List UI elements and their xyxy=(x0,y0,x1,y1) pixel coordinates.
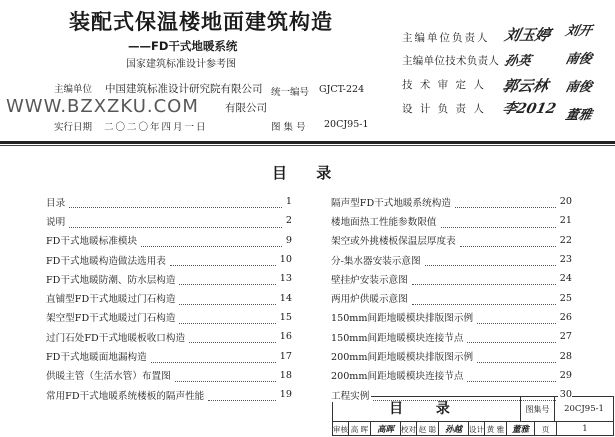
toc-entry[interactable]: 150mm间距地暖模块排版图示例 26 xyxy=(331,311,572,325)
signature: 董雅 xyxy=(563,108,594,123)
atlas-label: 图 集 号 xyxy=(271,122,306,133)
review-label: 审核 xyxy=(333,422,349,436)
toc-entry[interactable]: 200mm间距地暖模块连接节点 29 xyxy=(331,369,572,383)
subtitle-2: 国家建筑标准设计参考图 xyxy=(126,59,236,70)
signature: 南俊 xyxy=(563,52,594,67)
toc-entry[interactable]: 供暖主管（生活水管）布置图 18 xyxy=(46,369,292,383)
toc-entry[interactable]: 200mm间距地暖模块排版图示例 28 xyxy=(331,350,572,364)
signature: 郭云林 xyxy=(500,77,550,95)
title-block xyxy=(332,396,614,436)
resp-label-1: 主编单位负责人 xyxy=(402,32,490,44)
date-label: 实行日期 xyxy=(54,122,93,133)
toc-entry[interactable]: 直铺型FD干式地暖过门石构造 14 xyxy=(46,292,292,306)
designer-name: 黄 雅 xyxy=(485,422,507,436)
org-label: 主编单位 xyxy=(54,84,93,95)
header-divider xyxy=(0,141,615,144)
atlas-no-value: 20CJ95-1 xyxy=(555,397,613,422)
atlas-no-label: 图集号 xyxy=(521,397,555,422)
toc-entry[interactable]: 过门石处FD干式地暖板收口构造 16 xyxy=(46,331,292,344)
toc-entry[interactable]: FD干式地暖构造做法选用表 10 xyxy=(46,254,292,267)
page-label: 页 xyxy=(535,422,557,436)
atlas-number: 20CJ95-1 xyxy=(324,119,369,130)
signature: 孙英 xyxy=(502,54,533,69)
signature: 刘玉婷 xyxy=(502,26,552,44)
page-number: 1 xyxy=(582,424,588,434)
title-block-title: 目 录 xyxy=(333,397,521,422)
toc-entry[interactable]: 隔声型FD干式地暖系统构造 20 xyxy=(331,196,572,209)
header-divider-thin xyxy=(0,145,615,146)
reviewer-name: 高 晖 xyxy=(349,422,371,436)
effective-date: 二〇二〇年四月一日 xyxy=(104,122,208,133)
org-2: 有限公司 xyxy=(225,102,267,114)
resp-label-2: 主编单位技术负责人 xyxy=(402,55,500,67)
resp-label-4: 设 计 负 责 人 xyxy=(402,103,486,115)
toc-entry[interactable]: 两用炉供暖示意图 25 xyxy=(331,292,572,306)
signature: 董雅 xyxy=(507,422,535,436)
toc-left-column xyxy=(46,192,292,404)
resp-label-3: 技 术 审 定 人 xyxy=(402,79,486,91)
signature: 孙越 xyxy=(439,422,469,436)
toc-entry[interactable]: 壁挂炉安装示意图 24 xyxy=(331,273,572,286)
code-label: 统一编号 xyxy=(271,87,310,98)
toc-entry[interactable]: 150mm间距地暖模块连接节点 27 xyxy=(331,331,572,344)
signature: 南俊 xyxy=(563,80,594,95)
title-block-signoff xyxy=(333,422,613,436)
org-1: 中国建筑标准设计研究院有限公司 xyxy=(105,83,263,95)
signature: 高晖 xyxy=(371,422,401,436)
toc-entry[interactable]: FD干式地暖防潮、防水层构造 13 xyxy=(46,273,292,286)
signature: 李2012 xyxy=(501,101,558,117)
toc-entry[interactable]: 目录 1 xyxy=(46,196,292,209)
toc-entry[interactable]: 架空或外挑楼板保温层厚度表 22 xyxy=(331,234,572,248)
page-title: 装配式保温楼地面建筑构造 xyxy=(69,10,333,34)
toc-entry[interactable]: FD干式地暖面地漏构造 17 xyxy=(46,350,292,364)
toc-right-column xyxy=(331,192,572,404)
toc-entry[interactable]: 架空型FD干式地暖过门石构造 15 xyxy=(46,311,292,325)
subtitle: ——FD干式地暖系统 xyxy=(128,39,238,53)
check-label: 校对 xyxy=(401,422,417,436)
design-label: 设计 xyxy=(469,422,485,436)
toc-entry[interactable]: 常用FD干式地暖系统楼板的隔声性能 19 xyxy=(46,389,292,402)
toc-entry[interactable]: 说明 2 xyxy=(46,215,292,228)
unified-code: GJCT-224 xyxy=(319,84,365,95)
signature: 刘开 xyxy=(563,24,594,39)
toc-entry[interactable]: 楼地面热工性能参数限值 21 xyxy=(331,215,572,228)
watermark: WWW.BZXZKU.COM xyxy=(6,96,199,117)
toc-entry[interactable]: 分-集水器安装示意图 23 xyxy=(331,254,572,267)
toc-entry[interactable]: FD干式地暖标准模块 9 xyxy=(46,234,292,248)
toc-entry[interactable]: 工程实例 30 xyxy=(331,389,572,402)
toc-heading: 目 录 xyxy=(272,164,344,182)
checker-name: 赵 聪 xyxy=(417,422,439,436)
